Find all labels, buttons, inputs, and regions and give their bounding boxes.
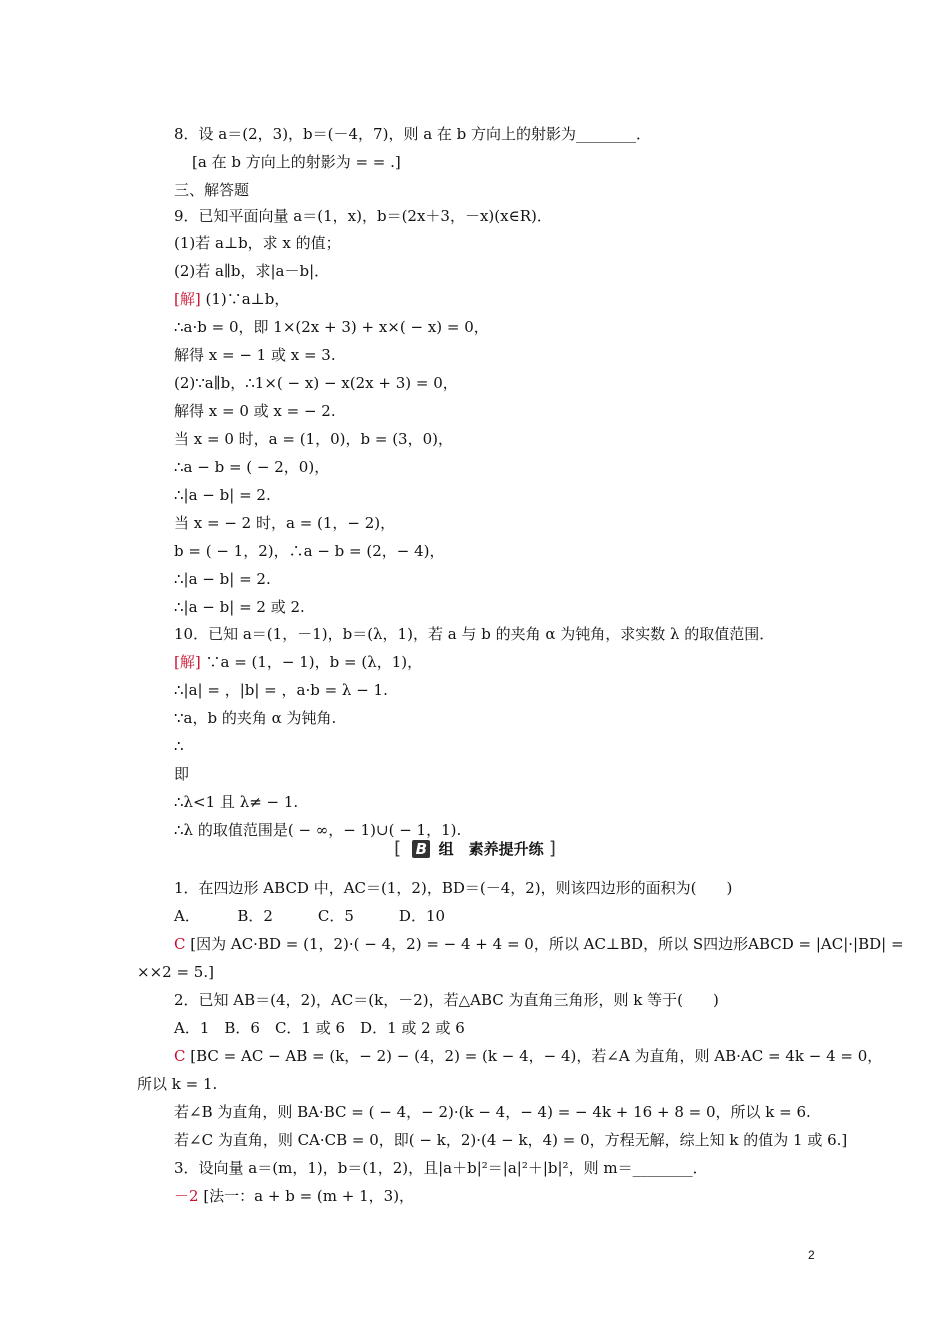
page-number: 2 [808,1248,815,1262]
left-bracket: [ [394,838,402,859]
group-b-header [0,838,950,859]
line-text: 3．设向量 a＝(m，1)，b＝(1，2)，且|a＋b|²＝|a|²＋|b|²，则 m＝________． [174,1159,708,1177]
text-line [174,373,458,393]
line-text: 所以 k = 1. [137,1075,218,1093]
text-line [174,180,249,200]
line-text: 当 x = 0 时，a = (1，0)，b = (3，0)， [174,430,453,448]
text-line [174,708,336,728]
line-text: (2)若 a∥b，求|a－b|． [174,262,330,280]
line-text: ∴λ<1 且 λ≠ − 1. [174,793,299,811]
line-text: ∴a·b = 0，即 1×(2x + 3) + x×( − x) = 0， [174,318,489,336]
line-text: (1)∵a⊥b， [200,290,290,308]
text-line [174,233,341,253]
line-text: ∴λ 的取值范围是( − ∞，− 1)∪( − 1，1). [174,821,462,839]
text-line [174,624,774,644]
text-line [137,1074,217,1094]
text-line [174,736,184,756]
text-line [174,934,904,954]
answer-label: [解] [174,653,201,671]
line-text: ∵a = (1，− 1)，b = (λ，1)， [200,653,423,671]
line-text: A．1 B．6 C．1 或 6 D．1 或 2 或 6 [174,1019,465,1037]
text-line [174,569,271,589]
text-line [174,680,388,700]
group-b-badge: B [412,840,430,858]
group-b-title: 组 素养提升练 [438,840,544,858]
line-text: ××2 = 5.] [137,963,214,981]
line-text: 解得 x = 0 或 x = − 2. [174,402,336,420]
text-line [174,652,422,672]
line-text: ∴ [174,737,184,755]
text-line [174,990,719,1010]
text-line [174,206,552,226]
line-text: 8．设 a＝(2，3)，b＝(－4，7)，则 a 在 b 方向上的射影为________． [174,125,652,143]
text-line [174,1018,465,1038]
text-line [174,1102,811,1122]
text-line [174,1186,414,1206]
text-line [174,878,732,898]
text-line [174,764,189,784]
text-line [174,541,444,561]
line-text: 1．在四边形 ABCD 中，AC＝(1，2)，BD＝(－4，2)，则该四边形的面积为( ) [174,879,733,897]
text-line [174,1158,708,1178]
line-text: (2)∵a∥b，∴1×( − x) − x(2x + 3) = 0， [174,374,458,392]
text-line [174,597,305,617]
line-text: 当 x = − 2 时，a = (1，− 2)， [174,514,396,532]
line-text: ∴|a − b| = 2. [174,570,271,588]
line-text: [a 在 b 方向上的射影为 = = .] [192,153,401,171]
line-text: ∴a − b = ( − 2，0)， [174,458,330,476]
text-line [174,289,289,309]
line-text: A． B．2 C．5 D．10 [174,907,446,925]
text-line [174,429,453,449]
line-text: [因为 AC·BD = (1，2)·( − 4，2) = − 4 + 4 = 0，所以 AC⊥BD，所以 S四边形ABCD = |AC|·|BD| = [185,935,904,953]
line-text: 三、解答题 [174,181,250,199]
line-text: 即 [174,765,190,783]
answer-label: －2 [174,1187,199,1205]
line-text: 9．已知平面向量 a＝(1，x)，b＝(2x＋3，－x)(x∈R)． [174,207,552,225]
answer-label: [解] [174,290,201,308]
line-text: 解得 x = − 1 或 x = 3. [174,346,336,364]
line-text: ∵a，b 的夹角 α 为钝角. [174,709,337,727]
text-line [174,820,461,840]
text-line [192,152,401,172]
text-line [137,962,214,982]
line-text: [BC = AC − AB = (k，− 2) − (4，2) = (k − 4，− 4)，若∠A 为直角，则 AB·AC = 4k − 4 = 0， [185,1047,883,1065]
text-line [174,457,329,477]
answer-label: C [174,935,186,953]
text-line [174,345,336,365]
text-line [174,1046,882,1066]
text-line [174,485,271,505]
text-line [174,792,298,812]
line-text: b = ( − 1，2)，∴a − b = (2，− 4)， [174,542,445,560]
text-line [174,906,445,926]
line-text: 若∠C 为直角，则 CA·CB = 0，即( − k，2)·(4 − k，4) = 0，方程无解，综上知 k 的值为 1 或 6.] [174,1131,848,1149]
line-text: 2．已知 AB＝(4，2)，AC＝(k，－2)，若△ABC 为直角三角形，则 k 等于( ) [174,991,719,1009]
text-line [174,401,336,421]
line-text: (1)若 a⊥b，求 x 的值； [174,234,341,252]
answer-label: C [174,1047,186,1065]
line-text: ∴|a − b| = 2. [174,486,271,504]
text-line [174,317,489,337]
line-text: ∴|a| = ，|b| = ，a·b = λ − 1. [174,681,388,699]
text-line [174,1130,847,1150]
line-text: 10．已知 a＝(1，－1)，b＝(λ，1)，若 a 与 b 的夹角 α 为钝角，求实数 λ 的取值范围． [174,625,775,643]
text-line [174,513,395,533]
text-line [174,124,651,144]
right-bracket: ] [548,838,556,859]
text-line [174,261,329,281]
line-text: 若∠B 为直角，则 BA·BC = ( − 4，− 2)·(k − 4，− 4) = − 4k + 16 + 8 = 0，所以 k = 6. [174,1103,811,1121]
line-text: [法一：a + b = (m + 1，3)， [198,1187,415,1205]
line-text: ∴|a − b| = 2 或 2. [174,598,305,616]
